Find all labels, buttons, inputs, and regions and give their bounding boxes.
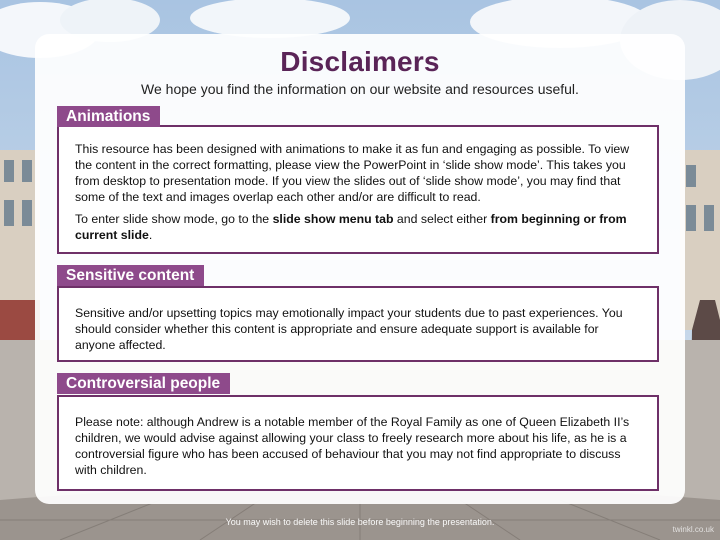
- slide-show-menu-tab-text: slide show menu tab: [272, 212, 394, 226]
- instructions-text: .: [148, 228, 153, 242]
- animations-heading: Animations: [57, 106, 160, 127]
- page-subtitle: We hope you find the information on our website and resources useful.: [141, 81, 579, 97]
- animations-box: [57, 125, 659, 254]
- from-beginning-text: from beginning or from current slide: [75, 212, 627, 242]
- controversial-people-paragraph: Please note: although Andrew is a notable member of the Royal Family as one of Queen Elizabeth II’s children, we would advise against allowing your class to freely research more about his life, as he is a controversial figure who has been accused of behaviour that you may not find appropriate to discuss with children.: [75, 415, 630, 477]
- animations-instructions: [75, 211, 641, 243]
- watermark: twinkl.co.uk: [672, 525, 714, 534]
- sensitive-content-heading: Sensitive content: [57, 265, 204, 286]
- page-title: Disclaimers: [280, 46, 440, 77]
- footer-note: You may wish to delete this slide before beginning the presentation.: [225, 517, 495, 527]
- controversial-people-box: [57, 395, 659, 491]
- sensitive-content-box: [57, 286, 659, 362]
- instructions-text: and select either: [393, 212, 491, 226]
- controversial-people-heading: Controversial people: [57, 373, 230, 394]
- instructions-text: To enter slide show mode, go to the: [75, 212, 273, 226]
- animations-paragraph: This resource has been designed with animations to make it as fun and engaging as possible. To view the content in the correct formatting, please view the PowerPoint in ‘slide show mode’. This takes you from desktop to presentation mode. If you view the slides out of ‘slide show mode’, you may find that some of the text and images overlap each other and/or are difficult to read.: [75, 142, 630, 204]
- sensitive-content-paragraph: Sensitive and/or upsetting topics may emotionally impact your students due to past experiences. You should consider whether this content is appropriate and ensure adequate support is available for anyone affected.: [75, 306, 623, 352]
